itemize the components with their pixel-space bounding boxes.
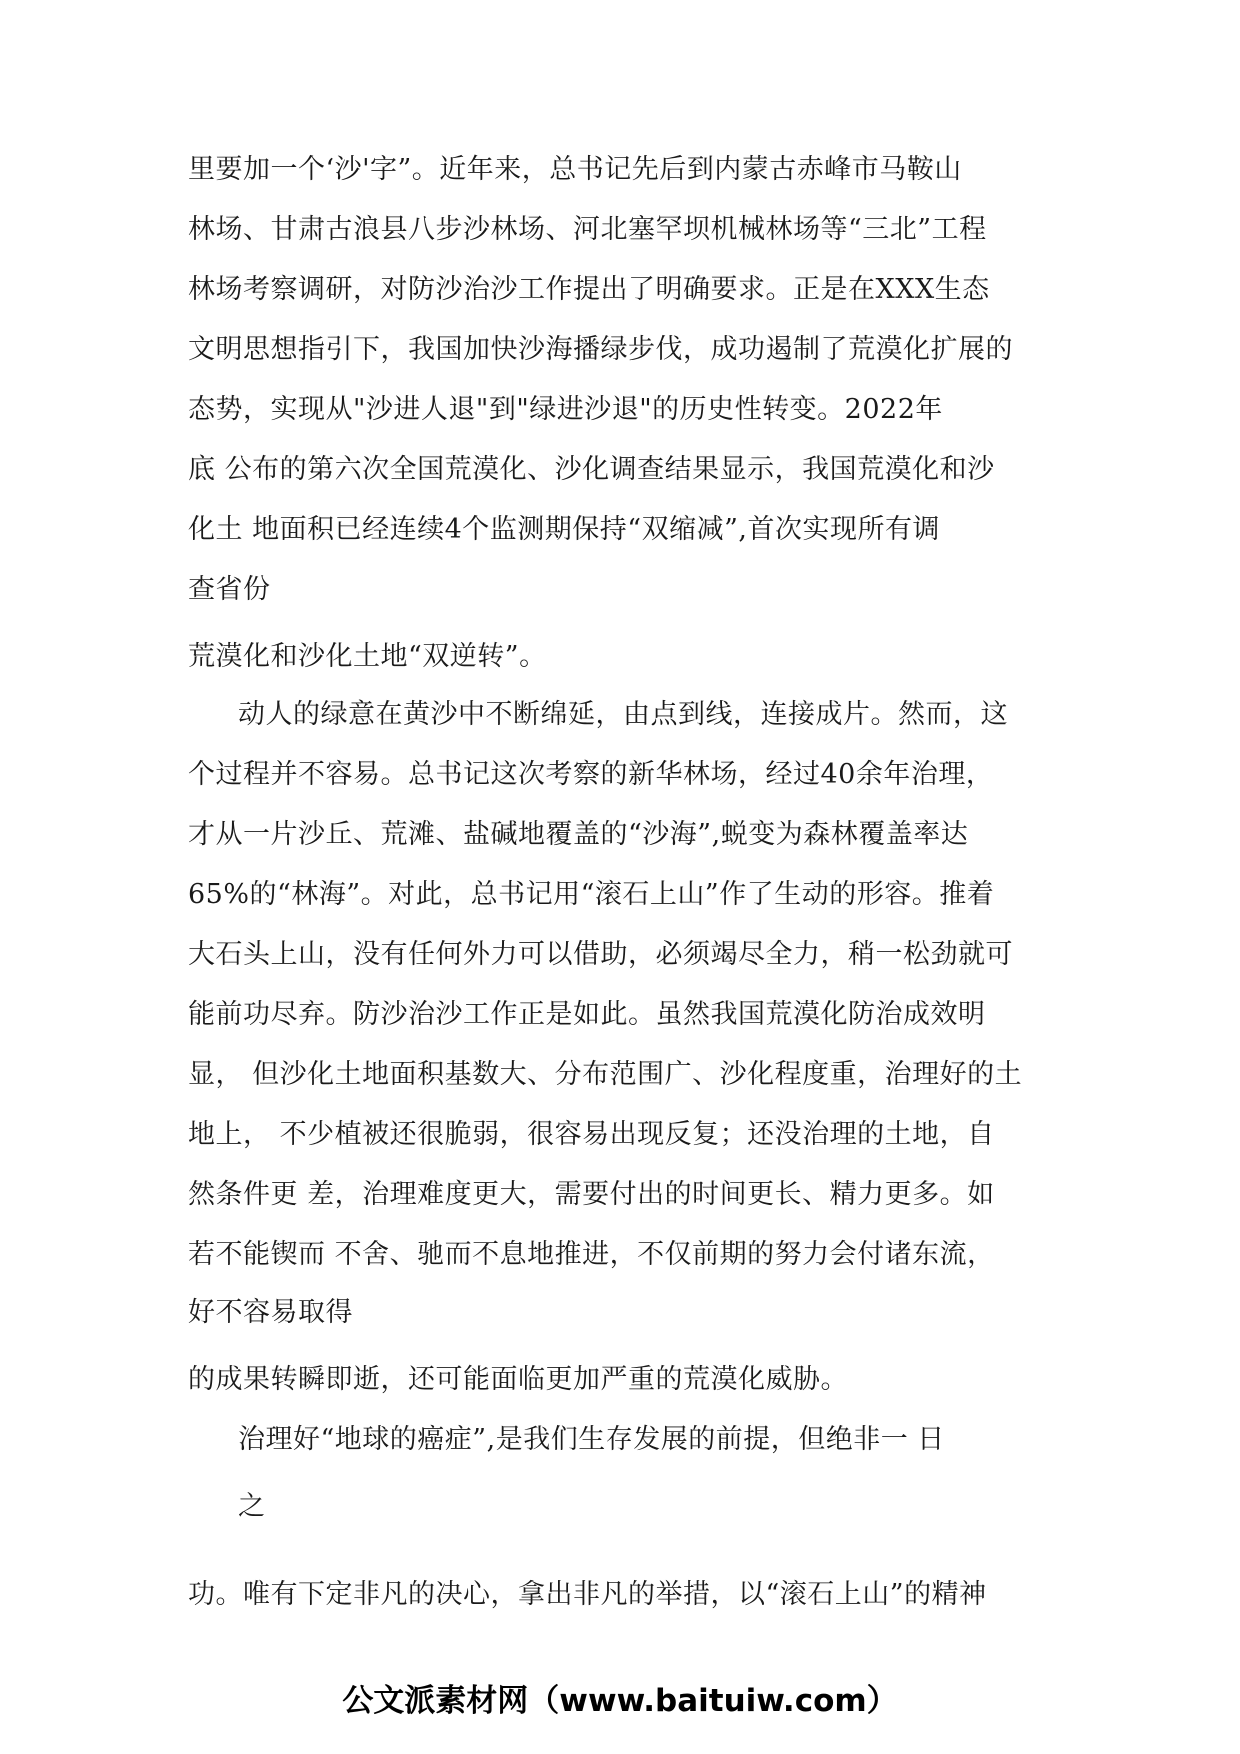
paragraph-line: 的成果转瞬即逝，还可能面临更加严重的荒漠化威胁。	[188, 1364, 848, 1395]
footer-watermark: 公文派素材网（www.baituiw.com）	[342, 1683, 898, 1719]
paragraph-line: 之	[238, 1491, 266, 1522]
paragraph-line: 林场考察调研，对防沙治沙工作提出了明确要求。正是在XXX生态	[188, 274, 990, 305]
paragraph-line: 文明思想指引下，我国加快沙海播绿步伐，成功遏制了荒漠化扩展的	[188, 334, 1013, 365]
paragraph-line: 才从一片沙丘、荒滩、盐碱地覆盖的“沙海”,蜕变为森林覆盖率达	[188, 819, 969, 850]
paragraph-line: 化土 地面积已经连续4个监测期保持“双缩减”,首次实现所有调	[188, 514, 940, 545]
paragraph-line: 态势，实现从"沙进人退"到"绿进沙退"的历史性转变。2022年	[188, 394, 943, 425]
paragraph-line: 查省份	[188, 574, 271, 605]
paragraph-line: 动人的绿意在黄沙中不断绵延，由点到线，连接成片。然而，这	[238, 699, 1008, 730]
paragraph-line: 大石头上山，没有任何外力可以借助，必须竭尽全力，稍一松劲就可	[188, 939, 1013, 970]
paragraph-line: 底 公布的第六次全国荒漠化、沙化调查结果显示，我国荒漠化和沙	[188, 454, 995, 485]
paragraph-line: 然条件更 差，治理难度更大，需要付出的时间更长、精力更多。如	[188, 1179, 995, 1210]
paragraph-line: 个过程并不容易。总书记这次考察的新华林场，经过40余年治理，	[188, 759, 994, 790]
paragraph-line: 能前功尽弃。防沙治沙工作正是如此。虽然我国荒漠化防治成效明	[188, 999, 986, 1030]
paragraph-line: 好不容易取得	[188, 1297, 353, 1328]
paragraph-line: 65%的“林海”。对此，总书记用“滚石上山”作了生动的形容。推着	[188, 879, 995, 910]
paragraph-line: 功。唯有下定非凡的决心，拿出非凡的举措，以“滚石上山”的精神	[188, 1579, 987, 1610]
paragraph-line: 治理好“地球的癌症”,是我们生存发展的前提，但绝非一 日	[238, 1424, 945, 1455]
paragraph-line: 若不能锲而 不舍、驰而不息地推进，不仅前期的努力会付诸东流，	[188, 1239, 995, 1270]
paragraph-line: 地上， 不少植被还很脆弱，很容易出现反复；还没治理的土地，自	[188, 1119, 995, 1150]
paragraph-line: 荒漠化和沙化土地“双逆转”。	[188, 641, 547, 672]
paragraph-line: 显， 但沙化土地面积基数大、分布范围广、沙化程度重，治理好的土	[188, 1059, 1023, 1090]
paragraph-line: 里要加一个‘沙'字”。近年来，总书记先后到内蒙古赤峰市马鞍山	[188, 154, 962, 185]
paragraph-line: 林场、甘肃古浪县八步沙林场、河北塞罕坝机械林场等“三北”工程	[188, 214, 987, 245]
